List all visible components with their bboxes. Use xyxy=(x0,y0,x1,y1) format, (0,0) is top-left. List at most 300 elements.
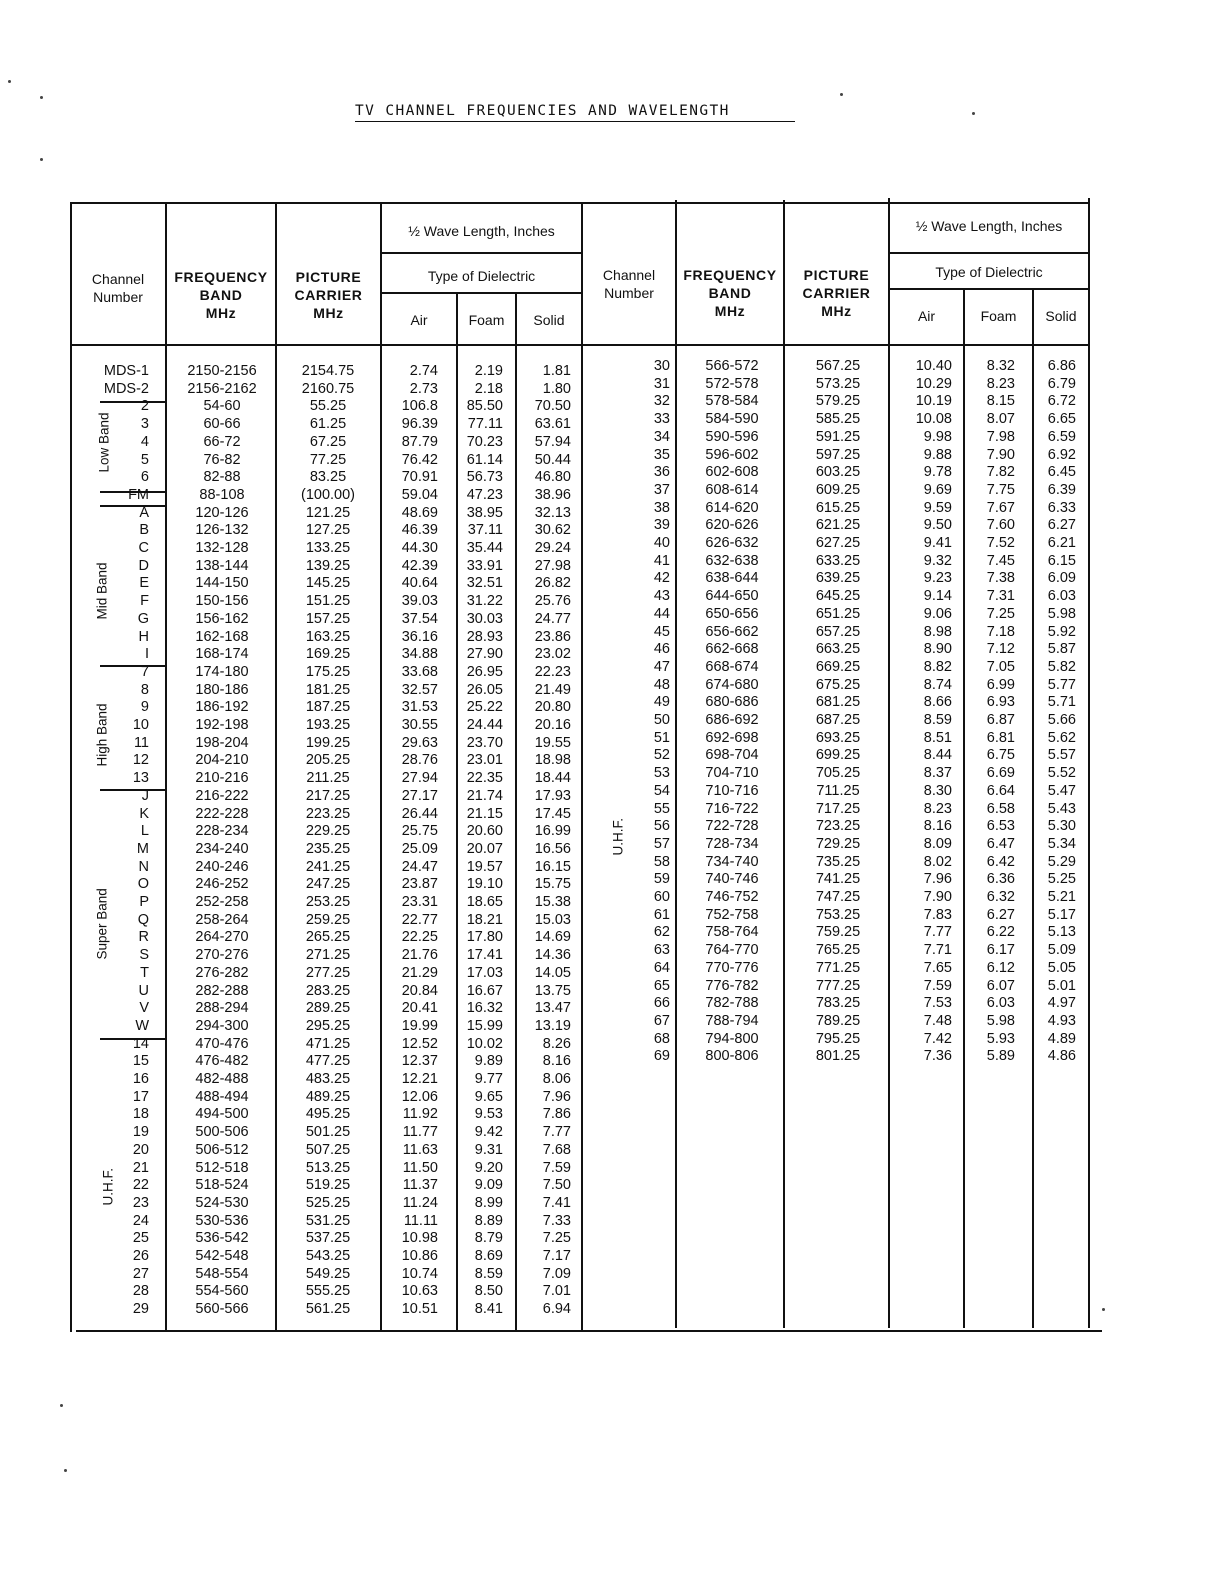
solid-cell: 7.77 xyxy=(542,1124,571,1141)
frequency-band-cell: 150-156 xyxy=(195,593,249,610)
foam-cell: 32.51 xyxy=(466,575,503,592)
channel-number-cell: 64 xyxy=(653,959,670,976)
foam-cell: 7.45 xyxy=(986,552,1015,569)
solid-cell: 4.89 xyxy=(1047,1030,1076,1047)
frequency-band-cell: 132-128 xyxy=(195,540,249,556)
frequency-band-cell: 82-88 xyxy=(203,469,241,486)
frequency-band-cell: 500-506 xyxy=(195,1124,249,1141)
channel-number-cell: 26 xyxy=(132,1248,149,1264)
solid-cell: 5.82 xyxy=(1047,658,1076,675)
foam-cell: 6.32 xyxy=(986,889,1015,905)
frequency-band-cell: 584-590 xyxy=(705,411,759,428)
header-frequency-band xyxy=(167,268,275,322)
air-cell: 25.75 xyxy=(401,823,438,840)
frequency-band-cell: 788-794 xyxy=(705,1012,759,1029)
foam-cell: 7.18 xyxy=(986,623,1015,640)
solid-cell: 32.13 xyxy=(534,504,571,521)
foam-cell: 31.22 xyxy=(466,593,503,610)
foam-cell: 8.07 xyxy=(986,411,1015,428)
frequency-band-cell: 488-494 xyxy=(195,1088,249,1105)
channel-number-cell: 19 xyxy=(132,1124,149,1141)
foam-cell: 6.47 xyxy=(986,835,1015,852)
scan-speck xyxy=(8,80,11,83)
channel-number-cell: 2 xyxy=(140,398,149,415)
solid-cell: 46.80 xyxy=(534,469,571,486)
foam-cell: 15.99 xyxy=(466,1017,503,1034)
header-foam: Foam xyxy=(468,312,505,328)
solid-cell: 6.65 xyxy=(1047,411,1076,428)
air-cell: 2.74 xyxy=(409,363,438,379)
picture-carrier-cell: 211.25 xyxy=(306,770,350,787)
air-cell: 10.86 xyxy=(401,1248,438,1264)
frequency-band-cell: 174-180 xyxy=(195,663,249,680)
air-cell: 11.24 xyxy=(402,1194,438,1211)
frequency-band-cell: 626-632 xyxy=(705,535,759,551)
foam-cell: 9.65 xyxy=(474,1088,503,1105)
solid-cell: 17.45 xyxy=(534,805,571,822)
header-air: Air xyxy=(917,308,936,324)
foam-cell: 17.80 xyxy=(466,929,503,946)
frequency-band-cell: 632-638 xyxy=(705,552,759,569)
air-cell: 8.98 xyxy=(923,623,952,640)
solid-cell: 13.19 xyxy=(534,1017,571,1034)
band-label-mid: Mid Band xyxy=(94,562,110,620)
foam-cell: 6.22 xyxy=(986,924,1015,941)
picture-carrier-cell: 801.25 xyxy=(815,1048,861,1065)
foam-cell: 56.73 xyxy=(466,469,503,486)
frequency-band-cell: 180-186 xyxy=(195,681,249,698)
air-cell: 23.31 xyxy=(401,894,438,910)
foam-cell: 6.36 xyxy=(986,871,1015,888)
air-cell: 9.50 xyxy=(923,517,952,534)
channel-number-cell: 31 xyxy=(653,375,670,392)
picture-carrier-cell: 531.25 xyxy=(305,1212,351,1229)
foam-cell: 18.65 xyxy=(466,894,503,910)
frequency-band-cell: 728-734 xyxy=(705,835,759,852)
air-cell: 9.88 xyxy=(923,446,952,463)
channel-number-cell: J xyxy=(141,787,149,804)
solid-cell: 5.87 xyxy=(1047,641,1076,658)
solid-cell: 6.39 xyxy=(1047,481,1076,498)
solid-cell: 20.16 xyxy=(534,717,571,733)
header-text: Number xyxy=(604,285,654,301)
solid-cell: 14.05 xyxy=(534,964,571,981)
channel-number-cell: 13 xyxy=(132,770,149,787)
channel-number-cell: 48 xyxy=(653,676,670,693)
picture-carrier-cell: 609.25 xyxy=(815,481,861,498)
air-cell: 11.50 xyxy=(402,1159,438,1176)
frequency-band-cell: 602-608 xyxy=(705,464,759,481)
solid-cell: 5.43 xyxy=(1047,800,1076,817)
table-right-border xyxy=(1088,198,1090,1328)
channel-number-cell: 5 xyxy=(140,451,149,468)
channel-number-cell: T xyxy=(140,964,149,981)
picture-carrier-cell: 753.25 xyxy=(815,906,861,923)
air-cell: 10.98 xyxy=(401,1230,438,1247)
foam-cell: 8.59 xyxy=(474,1265,503,1282)
header-half-wave: ½ Wave Length, Inches xyxy=(408,223,555,239)
solid-cell: 25.76 xyxy=(534,593,571,610)
col-divider xyxy=(783,200,785,1328)
table-bottom-border xyxy=(76,1330,1102,1332)
foam-cell: 18.21 xyxy=(466,911,503,928)
channel-number-cell: N xyxy=(138,858,149,875)
air-cell: 8.16 xyxy=(923,818,952,835)
air-cell: 22.77 xyxy=(401,911,438,928)
frequency-band-cell: 722-728 xyxy=(705,818,759,835)
picture-carrier-cell: 711.25 xyxy=(816,782,860,799)
channel-number-cell: 60 xyxy=(653,889,670,905)
frequency-band-cell: 566-572 xyxy=(705,358,759,374)
channel-number-cell: 56 xyxy=(653,818,670,835)
air-cell: 96.39 xyxy=(401,416,438,433)
foam-cell: 24.44 xyxy=(466,717,503,733)
frequency-band-cell: 470-476 xyxy=(195,1035,249,1052)
air-cell: 44.30 xyxy=(401,540,438,556)
solid-cell: 30.62 xyxy=(534,522,571,539)
air-cell: 31.53 xyxy=(401,699,438,716)
foam-cell: 26.05 xyxy=(466,681,503,698)
picture-carrier-cell: 471.25 xyxy=(305,1035,351,1052)
solid-cell: 5.57 xyxy=(1047,747,1076,764)
frequency-band-cell: 216-222 xyxy=(195,787,249,804)
channel-number-cell: M xyxy=(136,840,149,857)
solid-cell: 7.33 xyxy=(542,1212,571,1229)
picture-carrier-cell: 627.25 xyxy=(815,535,861,551)
scan-speck xyxy=(64,1469,67,1472)
solid-cell: 7.50 xyxy=(542,1177,571,1194)
solid-cell: 4.93 xyxy=(1047,1012,1076,1029)
foam-cell: 33.91 xyxy=(466,557,503,574)
frequency-band-cell: 800-806 xyxy=(705,1048,759,1065)
scan-speck xyxy=(40,158,43,161)
picture-carrier-cell: 603.25 xyxy=(815,464,861,481)
air-cell: 8.09 xyxy=(923,835,952,852)
frequency-band-cell: 536-542 xyxy=(195,1230,249,1247)
picture-carrier-cell: 591.25 xyxy=(815,428,861,445)
solid-cell: 5.25 xyxy=(1047,871,1076,888)
foam-cell: 22.35 xyxy=(466,770,503,787)
header-solid: Solid xyxy=(1045,308,1077,324)
solid-cell: 7.68 xyxy=(542,1141,571,1158)
air-cell: 9.06 xyxy=(923,605,952,622)
channel-number-cell: 25 xyxy=(132,1230,149,1247)
channel-number-cell: 47 xyxy=(653,658,670,675)
channel-number-cell: 40 xyxy=(653,535,670,551)
solid-cell: 6.45 xyxy=(1047,464,1076,481)
air-cell: 36.16 xyxy=(401,628,438,645)
picture-carrier-cell: 127.25 xyxy=(305,522,351,539)
band-label-uhf: U.H.F. xyxy=(610,817,626,856)
solid-cell: 1.80 xyxy=(542,380,571,397)
foam-cell: 8.89 xyxy=(474,1212,503,1229)
air-cell: 24.47 xyxy=(401,858,438,875)
frequency-band-cell: 192-198 xyxy=(195,717,249,733)
channel-number-cell: 10 xyxy=(132,717,149,733)
solid-cell: 23.02 xyxy=(534,646,571,663)
frequency-band-cell: 264-270 xyxy=(195,929,249,946)
foam-cell: 16.67 xyxy=(466,982,503,999)
channel-number-cell: 7 xyxy=(140,663,149,680)
picture-carrier-cell: 615.25 xyxy=(815,499,861,516)
frequency-band-cell: 674-680 xyxy=(705,676,759,693)
picture-carrier-cell: 2154.75 xyxy=(301,363,355,379)
scan-speck xyxy=(1102,1308,1105,1311)
frequency-band-cell: 2156-2162 xyxy=(187,380,257,397)
channel-number-cell: 30 xyxy=(653,358,670,374)
air-cell: 8.02 xyxy=(923,853,952,870)
frequency-band-cell: 692-698 xyxy=(705,729,759,746)
solid-cell: 5.71 xyxy=(1047,694,1076,711)
header-text: MHz xyxy=(714,303,746,319)
frequency-band-cell: 162-168 xyxy=(195,628,249,645)
frequency-band-cell: 54-60 xyxy=(203,398,241,415)
frequency-band-cell: 554-560 xyxy=(195,1283,249,1300)
channel-number-cell: 34 xyxy=(653,428,670,445)
foam-cell: 7.75 xyxy=(986,481,1015,498)
air-cell: 8.51 xyxy=(923,729,952,746)
solid-cell: 5.21 xyxy=(1047,889,1076,905)
foam-cell: 17.41 xyxy=(466,947,503,964)
foam-cell: 77.11 xyxy=(467,416,503,433)
solid-cell: 7.96 xyxy=(542,1088,571,1105)
picture-carrier-cell: 259.25 xyxy=(305,911,351,928)
channel-number-cell: 29 xyxy=(132,1301,149,1318)
solid-cell: 14.69 xyxy=(534,929,571,946)
frequency-band-cell: 638-644 xyxy=(705,570,759,587)
header-subline xyxy=(380,252,582,254)
channel-number-cell: 61 xyxy=(653,906,670,923)
frequency-band-cell: 240-246 xyxy=(195,858,249,875)
air-cell: 12.21 xyxy=(401,1071,438,1087)
frequency-band-cell: 294-300 xyxy=(195,1017,249,1034)
frequency-band-cell: 88-108 xyxy=(199,486,245,503)
channel-number-cell: 44 xyxy=(653,605,670,622)
air-cell: 8.66 xyxy=(923,694,952,711)
solid-cell: 20.80 xyxy=(534,699,571,716)
header-half-wave: ½ Wave Length, Inches xyxy=(915,218,1063,234)
frequency-band-cell: 506-512 xyxy=(195,1141,249,1158)
picture-carrier-cell: 157.25 xyxy=(305,610,351,627)
channel-number-cell: 23 xyxy=(132,1194,149,1211)
header-text: FREQUENCY xyxy=(683,267,777,283)
solid-cell: 5.98 xyxy=(1047,605,1076,622)
picture-carrier-cell: 717.25 xyxy=(815,800,861,817)
channel-number-cell: G xyxy=(137,610,149,627)
picture-carrier-cell: 663.25 xyxy=(815,641,861,658)
picture-carrier-cell: 217.25 xyxy=(305,787,351,804)
foam-cell: 6.93 xyxy=(986,694,1015,711)
channel-number-cell: FM xyxy=(128,486,149,503)
frequency-band-cell: 662-668 xyxy=(705,641,759,658)
solid-cell: 16.15 xyxy=(534,858,571,875)
header-foam: Foam xyxy=(980,308,1017,324)
channel-number-cell: 55 xyxy=(653,800,670,817)
air-cell: 7.96 xyxy=(923,871,952,888)
header-air: Air xyxy=(410,312,428,328)
frequency-band-cell: 276-282 xyxy=(195,964,249,981)
header-text: FREQUENCY xyxy=(174,269,268,285)
channel-number-cell: 43 xyxy=(653,588,670,605)
picture-carrier-cell: 77.25 xyxy=(309,451,347,468)
solid-cell: 26.82 xyxy=(534,575,571,592)
channel-number-cell: 66 xyxy=(653,995,670,1012)
scan-speck xyxy=(40,96,43,99)
picture-carrier-cell: 193.25 xyxy=(305,717,351,733)
channel-number-cell: K xyxy=(139,805,149,822)
channel-number-cell: 58 xyxy=(653,853,670,870)
foam-cell: 5.93 xyxy=(986,1030,1015,1047)
picture-carrier-cell: 241.25 xyxy=(305,858,351,875)
picture-carrier-cell: 573.25 xyxy=(815,375,861,392)
air-cell: 9.41 xyxy=(923,535,952,551)
frequency-band-cell: 2150-2156 xyxy=(187,363,257,379)
foam-cell: 6.64 xyxy=(986,782,1015,799)
channel-number-cell: 27 xyxy=(132,1265,149,1282)
air-cell: 7.65 xyxy=(923,959,952,976)
frequency-band-cell: 476-482 xyxy=(195,1053,249,1070)
air-cell: 7.48 xyxy=(923,1012,952,1029)
picture-carrier-cell: 585.25 xyxy=(815,411,861,428)
frequency-band-cell: 548-554 xyxy=(195,1265,249,1282)
frequency-band-cell: 530-536 xyxy=(195,1212,249,1229)
foam-cell: 8.69 xyxy=(474,1248,503,1264)
frequency-band-cell: 704-710 xyxy=(705,765,759,782)
picture-carrier-cell: 669.25 xyxy=(815,658,861,675)
solid-cell: 5.92 xyxy=(1047,623,1076,640)
channel-number-cell: 42 xyxy=(653,570,670,587)
air-cell: 30.55 xyxy=(401,717,438,733)
air-cell: 87.79 xyxy=(401,433,438,450)
channel-number-cell: 9 xyxy=(140,699,149,716)
air-cell: 10.74 xyxy=(401,1265,438,1282)
channel-number-cell: L xyxy=(140,823,149,840)
picture-carrier-cell: 133.25 xyxy=(305,540,351,556)
air-cell: 12.06 xyxy=(401,1088,438,1105)
foam-cell: 6.58 xyxy=(986,800,1015,817)
foam-cell: 7.82 xyxy=(986,464,1015,481)
frequency-band-cell: 76-82 xyxy=(203,451,241,468)
solid-cell: 29.24 xyxy=(534,540,571,556)
frequency-band-cell: 698-704 xyxy=(705,747,759,764)
picture-carrier-cell: 187.25 xyxy=(305,699,351,716)
solid-cell: 5.09 xyxy=(1047,942,1076,959)
air-cell: 25.09 xyxy=(401,840,438,857)
solid-cell: 6.79 xyxy=(1047,375,1076,392)
header-text: BAND xyxy=(708,285,752,301)
picture-carrier-cell: 681.25 xyxy=(815,694,861,711)
picture-carrier-cell: 621.25 xyxy=(815,517,861,534)
frequency-band-cell: 222-228 xyxy=(195,805,249,822)
channel-number-cell: 4 xyxy=(140,433,149,450)
channel-number-cell: 49 xyxy=(653,694,670,711)
frequency-band-cell: 138-144 xyxy=(195,557,249,574)
foam-cell: 23.01 xyxy=(466,752,503,769)
foam-cell: 5.89 xyxy=(986,1048,1015,1065)
frequency-band-cell: 752-758 xyxy=(705,906,759,923)
foam-cell: 9.89 xyxy=(474,1053,503,1070)
col-divider xyxy=(165,202,167,1332)
picture-carrier-cell: 789.25 xyxy=(815,1012,861,1029)
frequency-table xyxy=(70,196,1092,1334)
solid-cell: 5.47 xyxy=(1047,782,1076,799)
solid-cell: 63.61 xyxy=(534,416,571,433)
foam-cell: 38.95 xyxy=(466,504,503,521)
solid-cell: 70.50 xyxy=(534,398,571,415)
solid-cell: 6.27 xyxy=(1047,517,1076,534)
frequency-band-cell: 620-626 xyxy=(705,517,759,534)
solid-cell: 7.41 xyxy=(542,1194,571,1211)
header-text: Number xyxy=(93,289,143,305)
foam-cell: 61.14 xyxy=(466,451,503,468)
air-cell: 106.8 xyxy=(401,398,438,415)
air-cell: 11.63 xyxy=(402,1141,438,1158)
foam-cell: 7.98 xyxy=(986,428,1015,445)
air-cell: 40.64 xyxy=(401,575,438,592)
channel-number-cell: 28 xyxy=(132,1283,149,1300)
picture-carrier-cell: 567.25 xyxy=(815,358,861,374)
channel-number-cell: MDS-1 xyxy=(103,363,149,379)
channel-number-cell: 50 xyxy=(653,712,670,728)
foam-cell: 7.25 xyxy=(986,605,1015,622)
picture-carrier-cell: 223.25 xyxy=(305,805,351,822)
solid-cell: 5.29 xyxy=(1047,853,1076,870)
channel-number-cell: 6 xyxy=(140,469,149,486)
solid-cell: 4.97 xyxy=(1047,995,1076,1012)
channel-number-cell: A xyxy=(139,504,149,521)
air-cell: 46.39 xyxy=(401,522,438,539)
air-cell: 27.94 xyxy=(401,770,438,787)
solid-cell: 7.59 xyxy=(542,1159,571,1176)
channel-number-cell: 62 xyxy=(653,924,670,941)
picture-carrier-cell: 771.25 xyxy=(815,959,861,976)
channel-number-cell: 36 xyxy=(653,464,670,481)
air-cell: 10.51 xyxy=(401,1301,438,1318)
channel-number-cell: 11 xyxy=(133,734,149,751)
scan-speck xyxy=(60,1404,63,1407)
solid-cell: 17.93 xyxy=(534,787,571,804)
channel-number-cell: 3 xyxy=(140,416,149,433)
channel-number-cell: O xyxy=(137,876,149,893)
air-cell: 12.37 xyxy=(401,1053,438,1070)
frequency-band-cell: 512-518 xyxy=(195,1159,249,1176)
air-cell: 11.37 xyxy=(402,1177,438,1194)
air-cell: 8.37 xyxy=(923,765,952,782)
picture-carrier-cell: 525.25 xyxy=(305,1194,351,1211)
picture-carrier-cell: 783.25 xyxy=(815,995,861,1012)
foam-cell: 19.57 xyxy=(466,858,503,875)
frequency-band-cell: 680-686 xyxy=(705,694,759,711)
air-cell: 7.59 xyxy=(923,977,952,994)
header-text: MHz xyxy=(313,305,344,321)
foam-cell: 8.23 xyxy=(986,375,1015,392)
air-cell: 8.44 xyxy=(923,747,952,764)
air-cell: 11.92 xyxy=(402,1106,438,1123)
air-cell: 11.11 xyxy=(403,1212,438,1229)
header-text: MHz xyxy=(821,303,852,319)
frequency-band-cell: 482-488 xyxy=(195,1071,249,1087)
air-cell: 39.03 xyxy=(401,593,438,610)
foam-cell: 7.05 xyxy=(986,658,1015,675)
air-cell: 7.36 xyxy=(923,1048,952,1065)
col-divider xyxy=(581,202,583,1332)
picture-carrier-cell: 271.25 xyxy=(305,947,351,964)
picture-carrier-cell: 289.25 xyxy=(305,1000,351,1017)
frequency-band-cell: 740-746 xyxy=(705,871,759,888)
foam-cell: 6.87 xyxy=(986,712,1015,728)
picture-carrier-cell: 229.25 xyxy=(305,823,351,840)
picture-carrier-cell: 163.25 xyxy=(305,628,351,645)
